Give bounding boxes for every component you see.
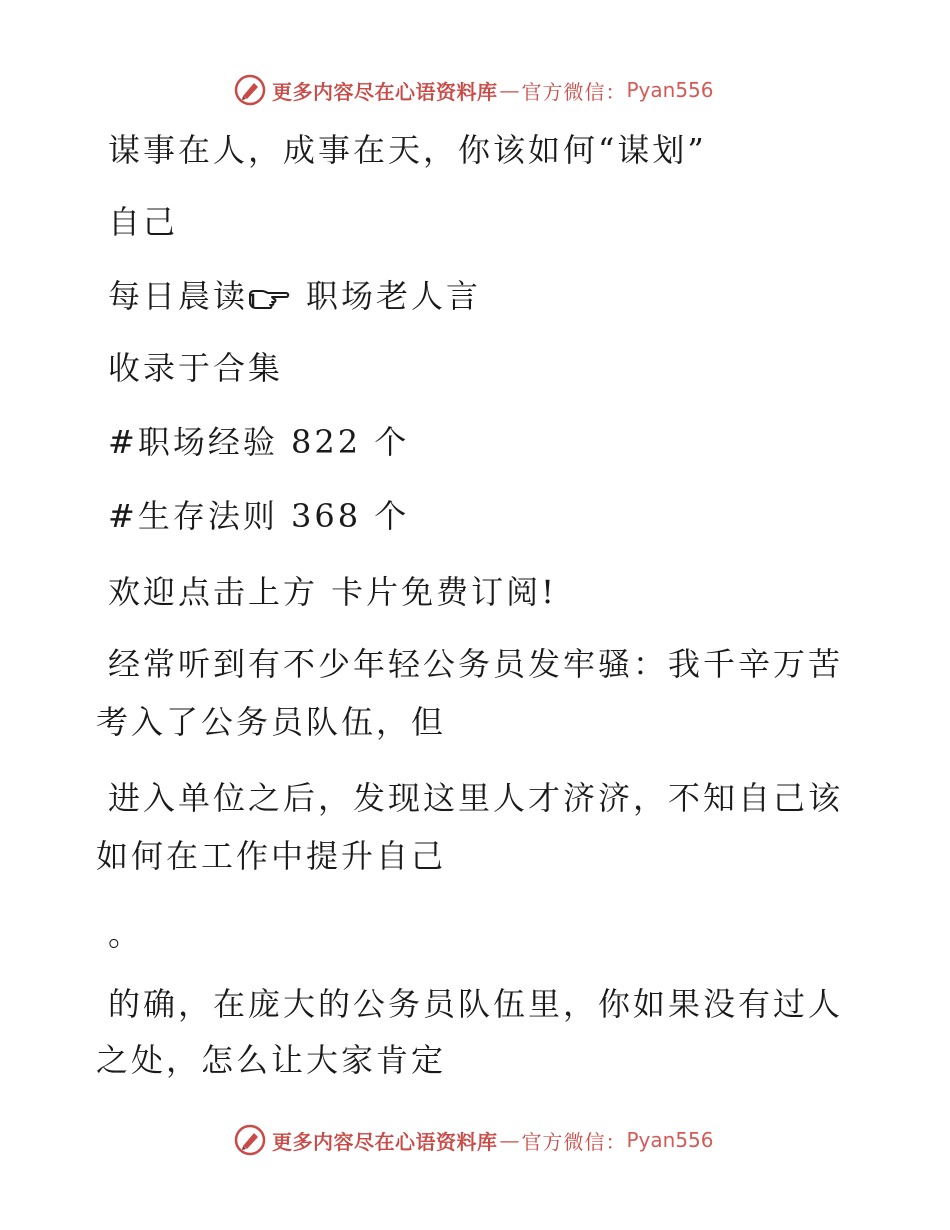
paragraph-3-line-2: 之处，怎么让大家肯定	[96, 1041, 447, 1079]
watermark-text: 更多内容尽在心语资料库	[272, 1129, 498, 1154]
stamp-logo-icon	[234, 1124, 266, 1156]
morning-read-source: 职场老人言	[306, 277, 482, 315]
footer-watermark	[234, 1122, 714, 1158]
paragraph-2-line-3: 。	[108, 915, 144, 953]
paragraph-1-line-1: 经常听到有不少年轻公务员发牢骚：我千辛万苦	[108, 645, 844, 683]
paragraph-2-line-2: 如何在工作中提升自己	[96, 837, 447, 875]
morning-read-label: 每日晨读	[108, 277, 249, 315]
tag-survival-rules[interactable]: #生存法则 368 个	[108, 497, 410, 535]
watermark-official: 官方微信：	[521, 79, 627, 104]
watermark-id: Pyan556	[626, 1128, 714, 1152]
tag-workplace-experience[interactable]: #职场经验 822 个	[108, 423, 410, 461]
watermark-text: 更多内容尽在心语资料库	[272, 79, 498, 104]
watermark-official: 官方微信：	[521, 1129, 627, 1154]
morning-read-line	[96, 276, 481, 316]
paragraph-3-line-1: 的确，在庞大的公务员队伍里，你如果没有过人	[108, 985, 844, 1023]
stamp-logo-icon	[234, 74, 266, 106]
header-watermark	[234, 72, 714, 108]
watermark-dash: —	[499, 78, 520, 102]
watermark-dash: —	[499, 1128, 520, 1152]
paragraph-1-line-2: 考入了公务员队伍，但	[96, 703, 447, 741]
pointing-hand-icon	[248, 287, 292, 311]
title-line-2: 自己	[108, 203, 179, 241]
paragraph-2-line-1: 进入单位之后，发现这里人才济济，不知自己该	[108, 779, 844, 817]
watermark-id: Pyan556	[626, 78, 714, 102]
subscribe-line: 欢迎点击上方 卡片免费订阅!	[108, 573, 558, 611]
title-line-1: 谋事在人，成事在天，你该如何“谋划”	[108, 131, 707, 169]
collection-line: 收录于合集	[108, 349, 284, 387]
